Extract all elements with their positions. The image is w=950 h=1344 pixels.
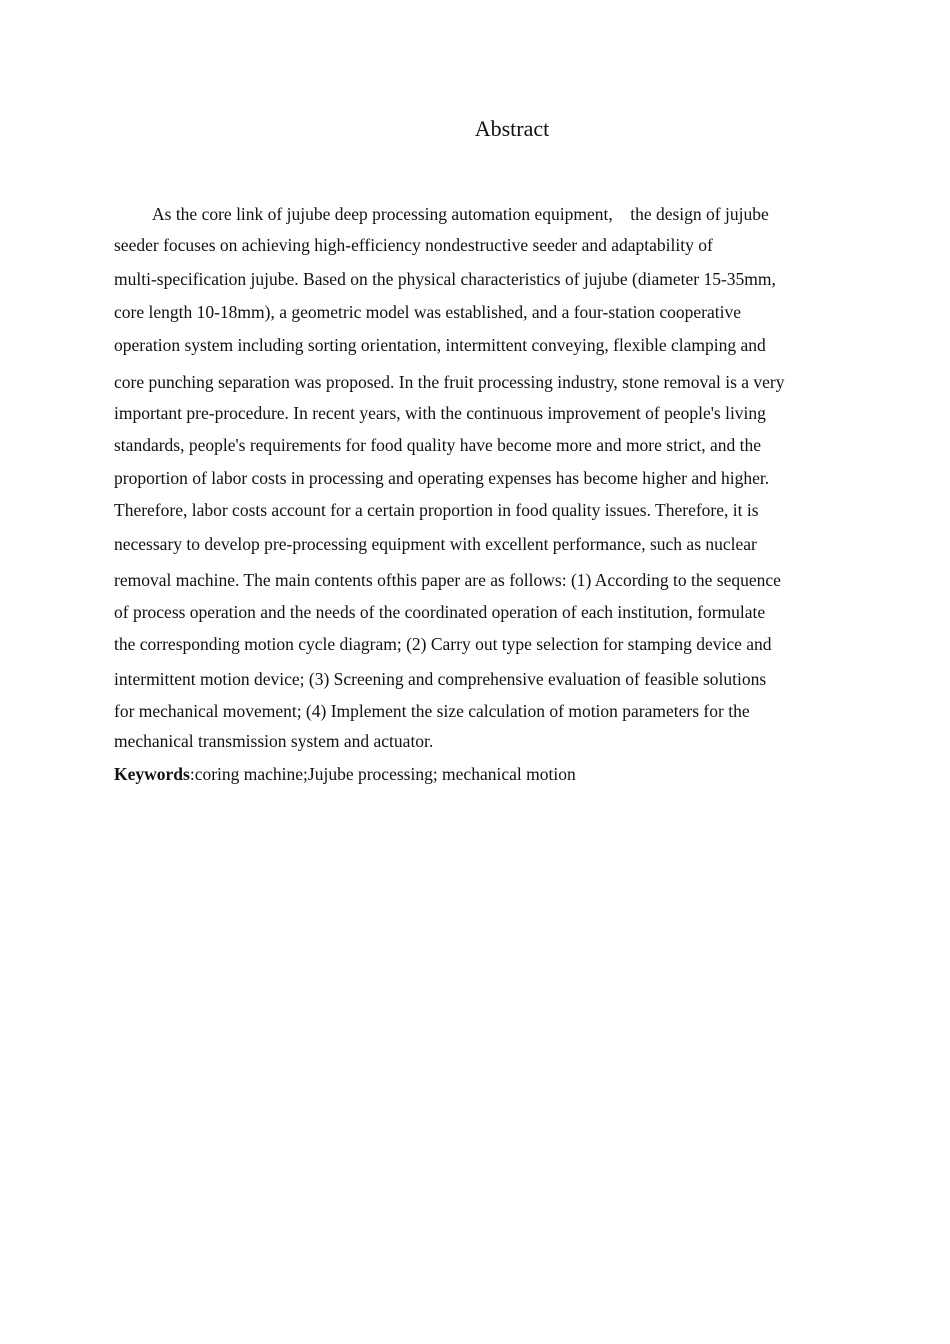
abstract-title: Abstract [474,116,550,141]
keywords-line [114,763,576,785]
keywords-value: :coring machine;Jujube processing; mechanical motion [189,764,576,784]
abstract-line: multi-specification jujube. Based on the physical characteristics of jujube (diameter 15-35mm, [114,269,776,289]
abstract-line: core punching separation was proposed. In the fruit processing industry, stone removal is a very [114,372,785,392]
abstract-line: the corresponding motion cycle diagram; (2) Carry out type selection for stamping device and [114,634,772,654]
abstract-line: Therefore, labor costs account for a certain proportion in food quality issues. Therefore, it is [114,500,759,520]
abstract-line: of process operation and the needs of the coordinated operation of each institution, formulate [114,602,766,622]
abstract-line: proportion of labor costs in processing and operating expenses has become higher and higher. [114,468,770,488]
abstract-line: seeder focuses on achieving high-efficiency nondestructive seeder and adaptability of [114,235,713,255]
abstract-line: removal machine. The main contents ofthis paper are as follows: (1) According to the sequence [114,570,781,590]
abstract-line: for mechanical movement; (4) Implement the size calculation of motion parameters for the [114,701,750,721]
abstract-line: mechanical transmission system and actuator. [114,731,434,751]
abstract-line: core length 10-18mm), a geometric model was established, and a four-station cooperative [114,302,742,322]
abstract-line: standards, people's requirements for food quality have become more and more strict, and the [114,435,762,455]
abstract-line: operation system including sorting orientation, intermittent conveying, flexible clamping and [114,335,766,355]
abstract-line: necessary to develop pre-processing equipment with excellent performance, such as nuclear [114,534,757,554]
abstract-line: important pre-procedure. In recent years, with the continuous improvement of people's living [114,403,766,423]
keywords-label: Keywords [114,764,190,784]
abstract-line: As the core link of jujube deep processing automation equipment, the design of jujube [152,204,769,224]
abstract-line: intermittent motion device; (3) Screening and comprehensive evaluation of feasible solutions [114,669,767,689]
